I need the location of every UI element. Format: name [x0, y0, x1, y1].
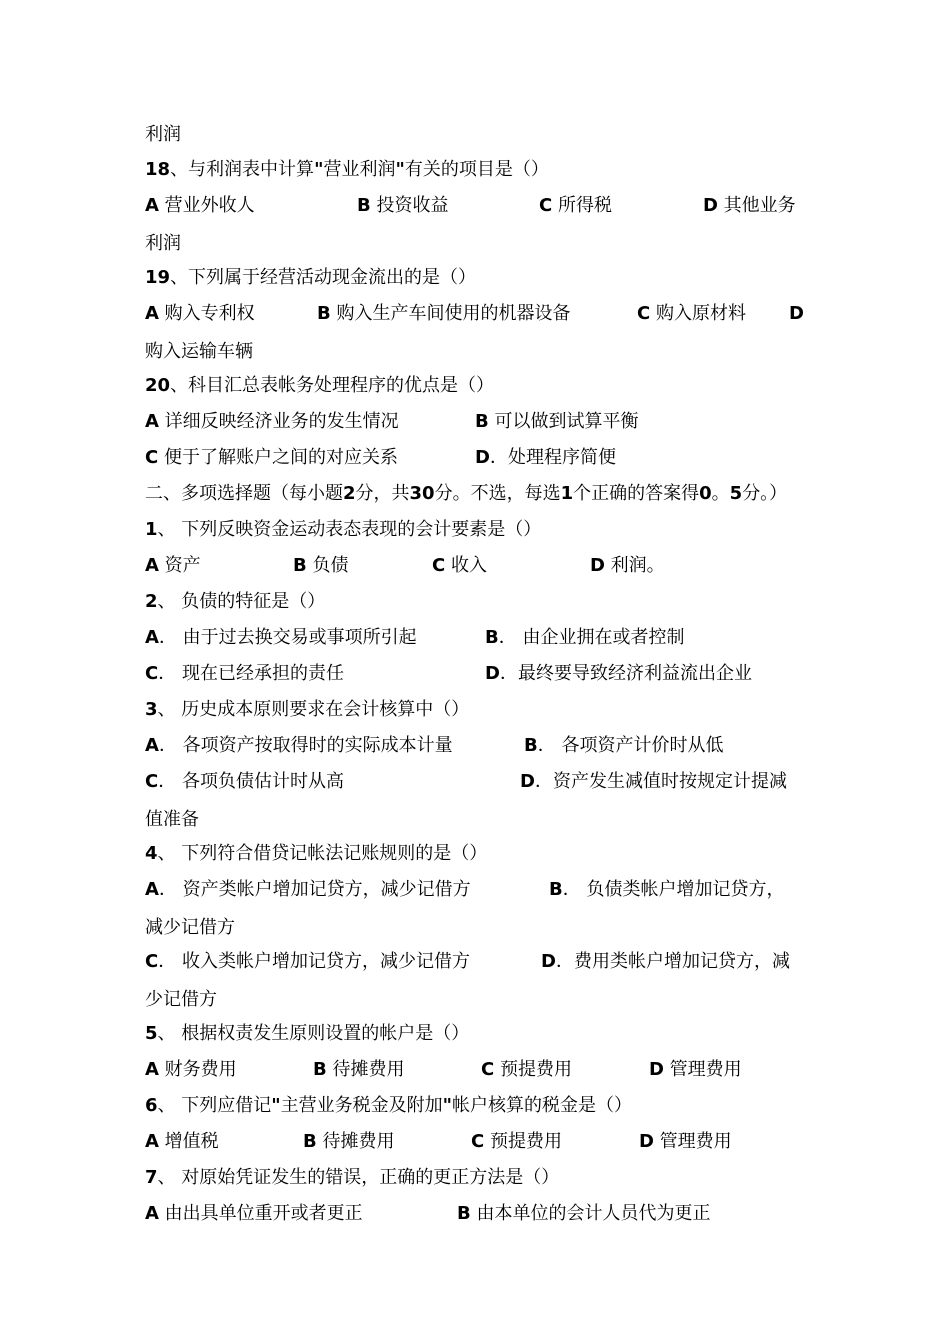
line-text: 少记借方: [145, 989, 217, 1010]
option-d: D 其他业务: [703, 195, 796, 216]
option-b: B 待摊费用: [303, 1131, 395, 1152]
option-b: B． 由企业拥在或者控制: [485, 627, 685, 648]
option-c: C． 现在已经承担的责任: [145, 663, 344, 684]
option-b: B 可以做到试算平衡: [475, 411, 639, 432]
option-b: B 投资收益: [357, 195, 449, 216]
option-a: A 由出具单位重开或者更正: [145, 1203, 363, 1224]
option-d: D 利润。: [590, 555, 665, 576]
question-text: 6、 下列应借记"主营业务税金及附加"帐户核算的税金是（）: [145, 1095, 633, 1116]
option-b: B 购入生产车间使用的机器设备: [317, 303, 571, 324]
option-d: D．资产发生减值时按规定计提减: [520, 771, 787, 792]
option-c: C 所得税: [539, 195, 612, 216]
line-text: 减少记借方: [145, 917, 235, 938]
section-title: 二、多项选择题（每小题2分，共30分。不选，每选1个正确的答案得0。5分。）: [145, 483, 788, 504]
option-d: D 管理费用: [639, 1131, 732, 1152]
option-b: B 负债: [293, 555, 349, 576]
line-text: 利润: [145, 233, 181, 254]
option-a: A． 由于过去换交易或事项所引起: [145, 627, 417, 648]
option-b: B． 各项资产计价时从低: [524, 735, 724, 756]
option-c: C 购入原材料: [637, 303, 746, 324]
option-c: C 收入: [432, 555, 487, 576]
option-c: C 预提费用: [481, 1059, 572, 1080]
option-a: A 增值税: [145, 1131, 219, 1152]
option-b: B 待摊费用: [313, 1059, 405, 1080]
line-text: 利润: [145, 124, 181, 145]
question-text: 19、下列属于经营活动现金流出的是（）: [145, 267, 477, 288]
line-text: 值准备: [145, 809, 199, 830]
option-a: A． 各项资产按取得时的实际成本计量: [145, 735, 453, 756]
option-d: D．费用类帐户增加记贷方，减: [541, 951, 790, 972]
option-c: C 预提费用: [471, 1131, 562, 1152]
question-text: 3、 历史成本原则要求在会计核算中（）: [145, 699, 470, 720]
option-c: C 便于了解账户之间的对应关系: [145, 447, 398, 468]
question-text: 18、与利润表中计算"营业利润"有关的项目是（）: [145, 159, 549, 180]
option-a: A 财务费用: [145, 1059, 237, 1080]
option-a: A 营业外收人: [145, 195, 255, 216]
option-a: A 购入专利权: [145, 303, 255, 324]
option-b: B 由本单位的会计人员代为更正: [457, 1203, 711, 1224]
option-d: D 管理费用: [649, 1059, 742, 1080]
option-d: D: [789, 303, 804, 324]
question-text: 5、 根据权责发生原则设置的帐户是（）: [145, 1023, 470, 1044]
option-a: A 资产: [145, 555, 201, 576]
question-text: 2、 负债的特征是（）: [145, 591, 326, 612]
option-d: D．处理程序简便: [475, 447, 616, 468]
option-c: C． 各项负债估计时从高: [145, 771, 344, 792]
option-c: C． 收入类帐户增加记贷方，减少记借方: [145, 951, 470, 972]
question-text: 20、科目汇总表帐务处理程序的优点是（）: [145, 375, 495, 396]
option-d: D．最终要导致经济利益流出企业: [485, 663, 752, 684]
option-a: A． 资产类帐户增加记贷方，减少记借方: [145, 879, 471, 900]
question-text: 4、 下列符合借贷记帐法记账规则的是（）: [145, 843, 488, 864]
option-a: A 详细反映经济业务的发生情况: [145, 411, 399, 432]
option-b: B． 负债类帐户增加记贷方，: [549, 879, 785, 900]
question-text: 1、 下列反映资金运动表态表现的会计要素是（）: [145, 519, 542, 540]
question-text: 7、 对原始凭证发生的错误，正确的更正方法是（）: [145, 1167, 560, 1188]
line-text: 购入运输车辆: [145, 341, 253, 362]
